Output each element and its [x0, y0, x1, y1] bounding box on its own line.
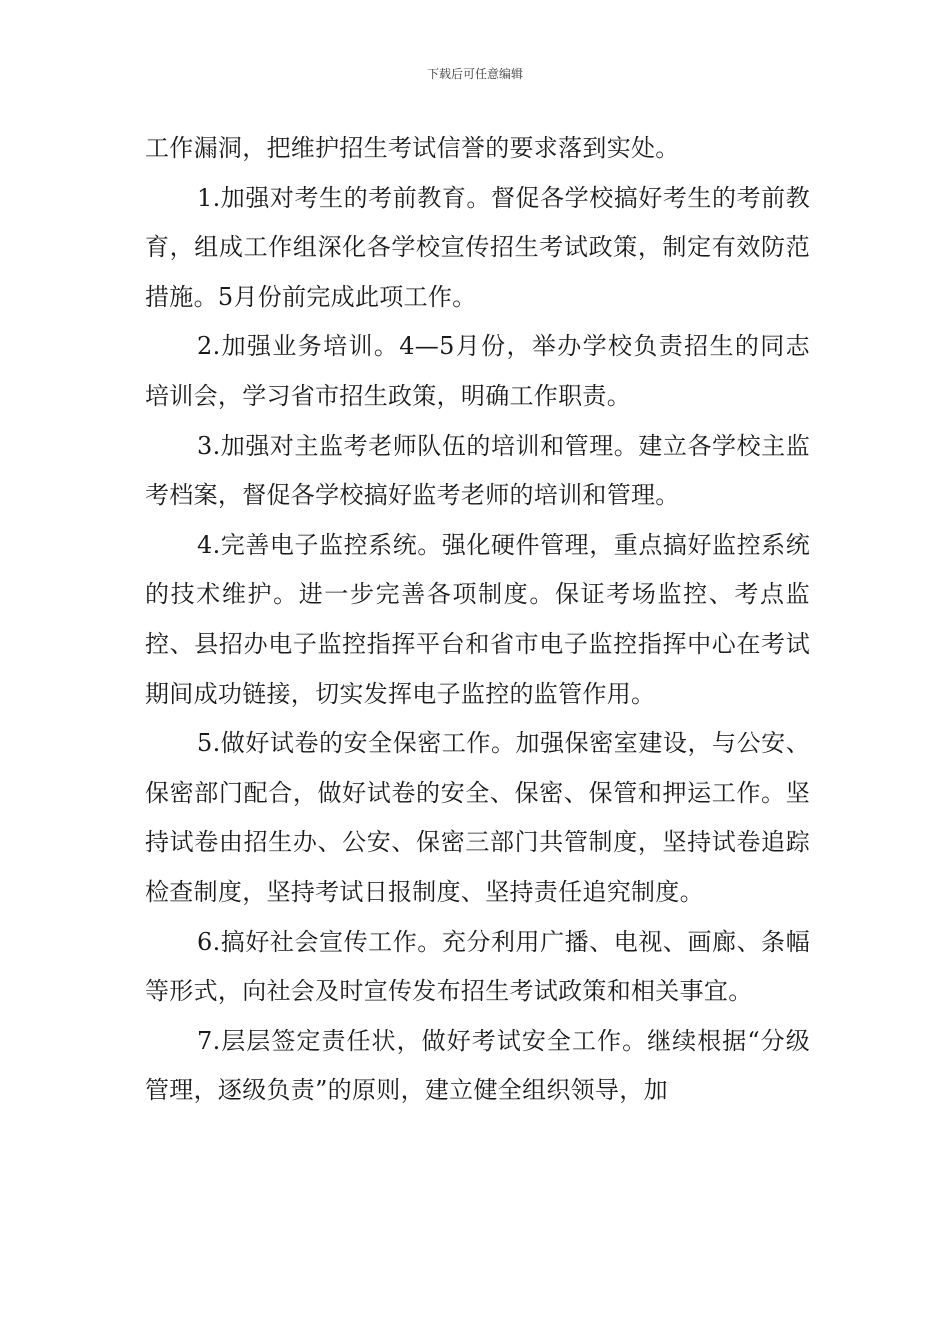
- paragraph-item-5: 5.做好试卷的安全保密工作。加强保密室建设，与公安、保密部门配合，做好试卷的安全、保密、保管和押运工作。坚持试卷由招生办、公安、保密三部门共管制度，坚持试卷追踪检查制度，坚持考试日报制度、坚持责任追究制度。: [145, 729, 810, 906]
- paragraph-item-6: 6.搞好社会宣传工作。充分利用广播、电视、画廊、条幅等形式，向社会及时宣传发布招生考试政策和相关事宜。: [145, 927, 810, 1006]
- paragraph-item-3: 3.加强对主监考老师队伍的培训和管理。建立各学校主监考档案，督促各学校搞好监考老师的培训和管理。: [145, 431, 810, 510]
- paragraph-item-4: 4.完善电子监控系统。强化硬件管理，重点搞好监控系统的技术维护。进一步完善各项制度。保证考场监控、考点监控、县招办电子监控指挥平台和省市电子监控指挥中心在考试期间成功链接，切实发挥电子监控的监管作用。: [145, 530, 810, 708]
- paragraph-continuation: 工作漏洞，把维护招生考试信誉的要求落到实处。: [145, 134, 680, 162]
- paragraph-item-1: 1.加强对考生的考前教育。督促各学校搞好考生的考前教育，组成工作组深化各学校宣传招生考试政策，制定有效防范措施。5月份前完成此项工作。: [145, 183, 810, 311]
- page-header: 下载后可任意编辑: [426, 67, 523, 81]
- document-body: [145, 124, 810, 1116]
- paragraph-item-2: 2.加强业务培训。4—5月份，举办学校负责招生的同志培训会，学习省市招生政策，明确工作职责。: [145, 332, 810, 410]
- paragraph-item-7: 7.层层签定责任状，做好考试安全工作。继续根据“分级管理，逐级负责”的原则，建立健全组织领导，加: [145, 1026, 810, 1105]
